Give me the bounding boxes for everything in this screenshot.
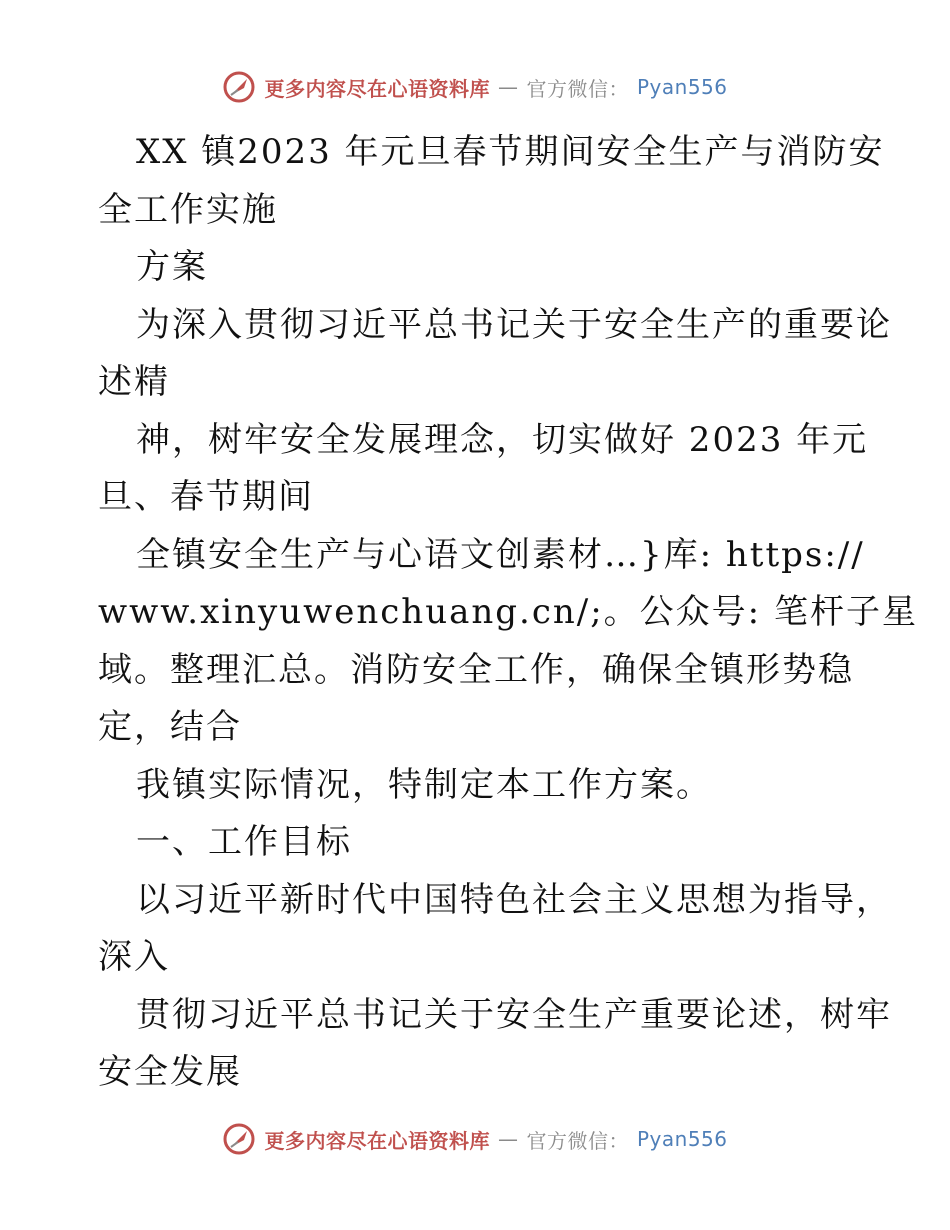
text-line: www.xinyuwenchuang.cn/;。公众号: 笔杆子星	[98, 592, 918, 632]
banner-main-text: 更多内容尽在心语资料库	[264, 1128, 490, 1153]
banner-wechat-id: Pyan556	[636, 75, 728, 99]
text-line: XX 镇2023 年元旦春节期间安全生产与消防安	[136, 132, 885, 172]
text-line: 定，结合	[98, 707, 242, 747]
text-line: 贯彻习近平总书记关于安全生产重要论述，树牢	[136, 994, 892, 1035]
text-line: 全工作实施	[98, 189, 278, 230]
text-line: 述精	[98, 362, 170, 402]
banner-wechat-label: 官方微信：	[526, 76, 629, 101]
document-body	[98, 124, 918, 1102]
text-line: 域。整理汇总。消防安全工作，确保全镇形势稳	[98, 649, 854, 690]
text-line: 全镇安全生产与心语文创素材…}库: https://	[136, 534, 865, 575]
text-line: 神，树牢安全发展理念，切实做好 2023 年元	[136, 419, 869, 460]
text-line: 为深入贯彻习近平总书记关于安全生产的重要论	[136, 304, 892, 345]
text-line: 旦、春节期间	[98, 477, 314, 517]
text-line: 深入	[98, 937, 170, 977]
quill-logo-icon	[222, 70, 256, 104]
quill-logo-icon	[222, 1122, 256, 1156]
banner-wechat-label: 官方微信：	[526, 1128, 629, 1153]
text-line: 以习近平新时代中国特色社会主义思想为指导，	[136, 879, 892, 920]
text-line: 我镇实际情况，特制定本工作方案。	[136, 764, 712, 805]
header-watermark-banner	[0, 70, 950, 104]
banner-separator: —	[497, 75, 519, 99]
footer-watermark-banner	[0, 1122, 950, 1156]
text-line: 安全发展	[98, 1052, 242, 1092]
text-line: 方案	[136, 247, 208, 287]
section-heading: 一、工作目标	[136, 822, 352, 862]
banner-separator: —	[497, 1127, 519, 1151]
banner-wechat-id: Pyan556	[636, 1127, 728, 1151]
banner-main-text: 更多内容尽在心语资料库	[264, 76, 490, 101]
